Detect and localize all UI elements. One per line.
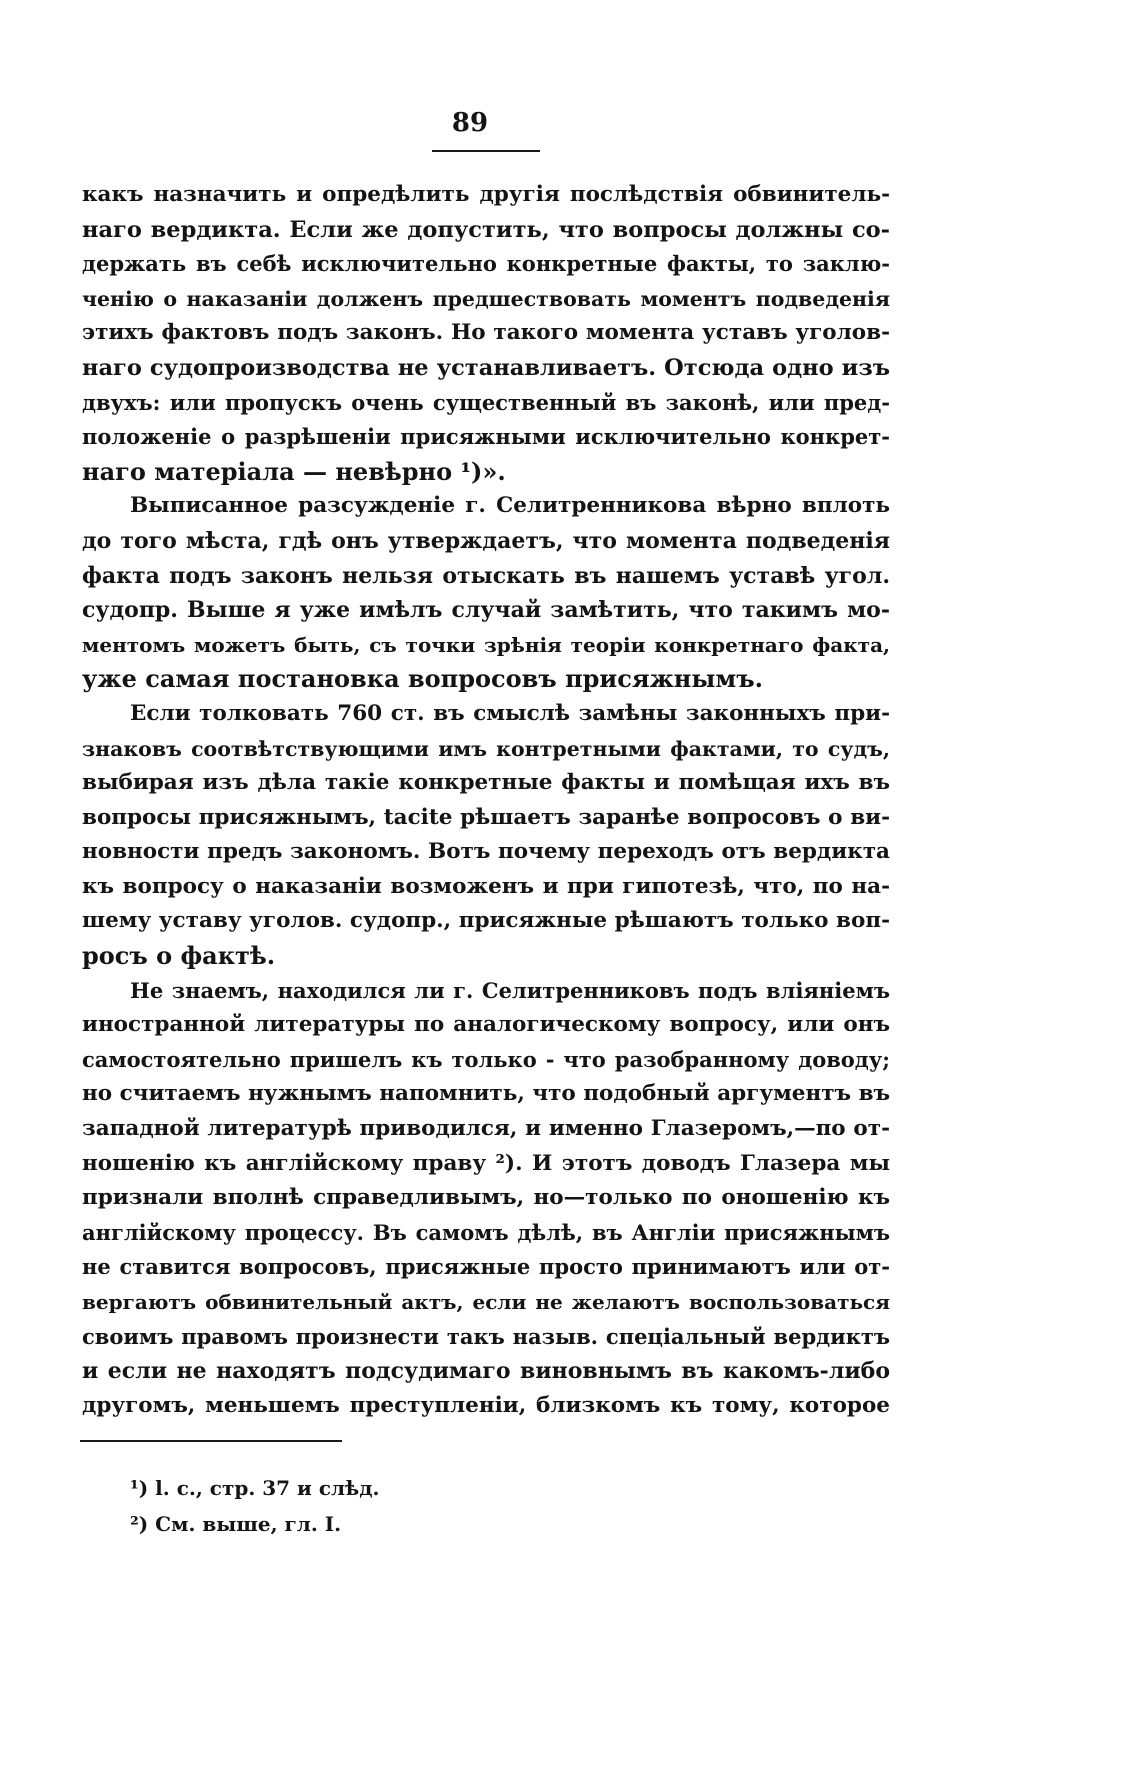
text-line: но считаемъ нужнымъ напомнить, что подобный аргументъ въ <box>82 1081 890 1107</box>
body-text <box>82 178 890 1423</box>
text-line: западной литературѣ приводился, и именно Глазеромъ,—по от- <box>82 1116 890 1142</box>
text-line: ношенію къ англійскому праву ²). И этотъ доводъ Глазера мы <box>82 1150 890 1176</box>
text-line: англійскому процессу. Въ самомъ дѣлѣ, въ Англіи присяжнымъ <box>82 1219 890 1245</box>
text-line: Выписанное разсужденіе г. Селитренникова вѣрно вплоть <box>130 493 890 519</box>
text-line: признали вполнѣ справедливымъ, но—только по оношенію къ <box>82 1185 890 1211</box>
text-line: двухъ: или пропускъ очень существенный въ законѣ, или пред- <box>82 389 890 415</box>
text-line: вергаютъ обвинительный актъ, если не желаютъ воспользоваться <box>82 1290 890 1314</box>
text-line: выбирая изъ дѣла такіе конкретные факты и помѣщая ихъ въ <box>82 770 890 796</box>
text-line: шему уставу уголов. судопр., присяжные рѣшаютъ только воп- <box>82 908 890 934</box>
text-line: Если толковать 760 ст. въ смыслѣ замѣны законныхъ при- <box>130 700 890 726</box>
text-line: своимъ правомъ произнести такъ назыв. спеціальный вердиктъ <box>82 1323 890 1349</box>
text-line: и если не находятъ подсудимаго виновнымъ въ какомъ-либо <box>82 1358 890 1385</box>
text-line: знаковъ соотвѣтствующими имъ контретными фактами, то судъ, <box>82 736 890 761</box>
text-line: иностранной литературы по аналогическому вопросу, или онъ <box>82 1012 890 1038</box>
text-line: уже самая постановка вопросовъ присяжнымъ. <box>82 664 764 694</box>
text-line: положеніе о разрѣшеніи присяжными исключительно конкрет- <box>82 424 890 450</box>
footnote-rule <box>80 1440 342 1442</box>
text-line: факта подъ законъ нельзя отыскать въ нашемъ уставѣ угол. <box>82 562 890 589</box>
text-line: наго судопроизводства не устанавливаетъ. Отсюда одно изъ <box>82 354 890 381</box>
text-line: наго матеріала — невѣрно ¹)». <box>82 456 506 486</box>
text-line: самостоятельно пришелъ къ только - что разобранному доводу; <box>82 1046 890 1072</box>
text-line: новности предъ закономъ. Вотъ почему переходъ отъ вердикта <box>82 839 890 865</box>
footnote-2: ²) См. выше, гл. I. <box>130 1512 342 1536</box>
text-line: къ вопросу о наказаніи возможенъ и при гипотезѣ, что, по на- <box>82 873 890 899</box>
text-line: росъ о фактѣ. <box>82 941 276 971</box>
text-line: этихъ фактовъ подъ законъ. Но такого момента уставъ уголов- <box>82 320 890 346</box>
footnote-1: ¹) l. c., стр. 37 и слѣд. <box>130 1476 380 1500</box>
text-line: наго вердикта. Если же допустить, что вопросы должны со- <box>82 216 890 243</box>
text-line: не ставится вопросовъ, присяжные просто принимаютъ или от- <box>82 1254 890 1280</box>
text-line: ментомъ можетъ быть, съ точки зрѣнія теоріи конкретнаго факта, <box>82 632 890 657</box>
text-line: до того мѣста, гдѣ онъ утверждаетъ, что момента подведенія <box>82 527 890 554</box>
text-line: какъ назначить и опредѣлить другія послѣдствія обвинитель- <box>82 182 890 207</box>
text-line: Не знаемъ, находился ли г. Селитренниковъ подъ вліяніемъ <box>130 977 890 1003</box>
text-line: вопросы присяжнымъ, tacite рѣшаетъ заранѣе вопросовъ о ви- <box>82 804 890 830</box>
page-number: 89 <box>451 108 489 138</box>
text-line: ченію о наказаніи долженъ предшествовать моментъ подведенія <box>82 286 890 311</box>
footnotes <box>130 1470 379 1542</box>
text-line: судопр. Выше я уже имѣлъ случай замѣтить, что такимъ мо- <box>82 597 890 624</box>
text-line: другомъ, меньшемъ преступленіи, близкомъ къ тому, которое <box>82 1392 890 1418</box>
header-rule <box>432 150 540 152</box>
text-line: держать въ себѣ исключительно конкретные факты, то заклю- <box>82 251 890 277</box>
